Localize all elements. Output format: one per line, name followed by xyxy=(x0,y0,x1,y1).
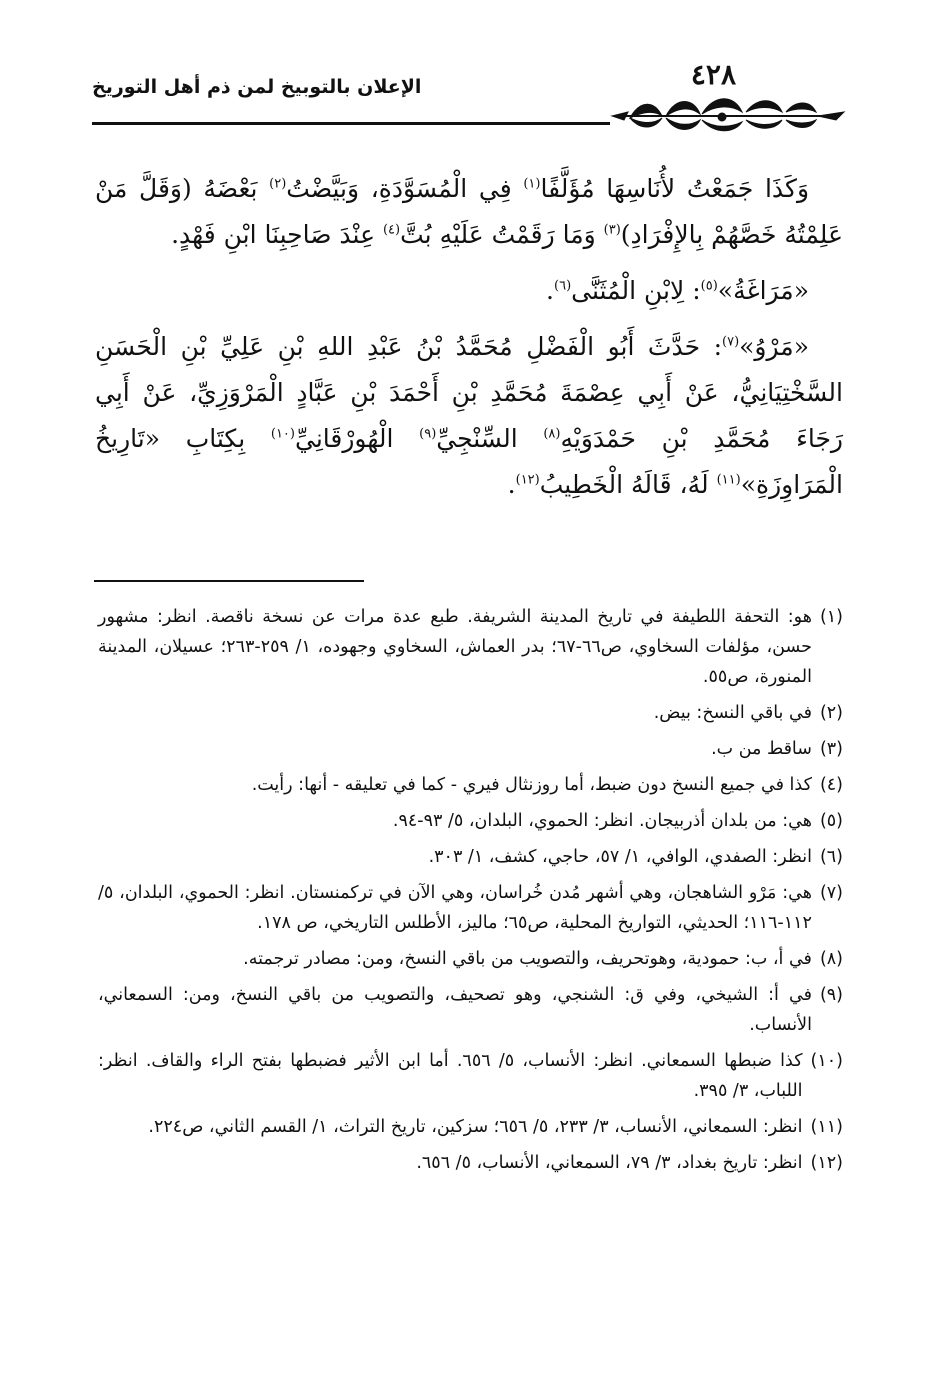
page-number: ٤٢٨ xyxy=(690,58,736,91)
footnote-number: (١٢) xyxy=(810,1153,843,1173)
footnote-number: (٦) xyxy=(819,847,843,867)
footnote-ref[interactable]: (٧) xyxy=(722,334,740,350)
text-segment: وَكَذَا جَمَعْتُ لأُنَاسِهَا مُؤَلَّفًا xyxy=(540,174,810,203)
footnote-number: (٧) xyxy=(819,883,843,903)
text-segment: بِكِتَابِ «تَارِيخُ الْمَرَاوِزَةِ» xyxy=(95,424,843,499)
footnote-ref[interactable]: (٢) xyxy=(269,176,287,192)
running-title: الإعلان بالتوبيخ لمن ذم أهل التوريخ xyxy=(92,76,422,98)
decorative-ornament-icon xyxy=(610,90,846,136)
footnote-ref[interactable]: (٤) xyxy=(382,222,401,238)
footnote-ref[interactable]: (٦) xyxy=(554,278,572,294)
footnote xyxy=(98,1112,843,1142)
footnote-number: (١٠) xyxy=(810,1051,843,1071)
footnote-text: في باقي النسخ: بيض. xyxy=(653,703,812,723)
text-segment: وَمَا رَقَمْتُ عَلَيْهِ بُتَّ xyxy=(400,220,604,249)
footnote-number: (٥) xyxy=(819,811,843,831)
text-segment: لَهُ، قَالَهُ الْخَطِيبُ xyxy=(539,470,717,499)
text-segment: عِنْدَ صَاحِبِنَا ابْنِ فَهْدٍ. xyxy=(171,220,383,249)
main-text xyxy=(95,166,843,518)
footnote-number: (٨) xyxy=(819,949,843,969)
footnote-number: (٢) xyxy=(819,703,843,723)
footnote-text: في أ: الشيخي، وفي ق: الشنجي، وهو تصحيف، والتصويب من باقي النسخ، ومن: السمعاني، الأنساب. xyxy=(98,985,812,1035)
footnote-number: (٤) xyxy=(819,775,843,795)
footnote xyxy=(98,806,843,836)
footnote-number: (٣) xyxy=(819,739,843,759)
footnote-number: (٩) xyxy=(819,985,843,1005)
footnote-ref[interactable]: (١) xyxy=(523,176,541,192)
footnote-ref[interactable]: (١٢) xyxy=(515,472,540,488)
footnote-text: هي: من بلدان أذربيجان. انظر: الحموي، البلدان، ٥/ ٩٣-٩٤. xyxy=(392,811,812,831)
footnote-ref[interactable]: (١٠) xyxy=(270,426,295,442)
footnote-text: انظر: السمعاني، الأنساب، ٣/ ٢٣٣، ٥/ ٦٥٦؛ سزكين، تاريخ التراث، ١/ القسم الثاني، ص٢٢٤. xyxy=(148,1117,803,1137)
text-segment: فِي الْمُسَوَّدَةِ، وَبَيَّضْتُ xyxy=(286,174,524,203)
footnote-text: كذا ضبطها السمعاني. انظر: الأنساب، ٥/ ٦٥٦. أما ابن الأثير فضبطها بفتح الراء والقاف. انظر: اللباب، ٣/ ٣٩٥. xyxy=(98,1051,803,1101)
footnotes xyxy=(98,602,843,1184)
footnote-text: انظر: الصفدي، الوافي، ١/ ٥٧، حاجي، كشف، ١/ ٣٠٣. xyxy=(428,847,812,867)
text-segment: الْهُورْقَانِيِّ xyxy=(295,424,420,453)
text-segment: . xyxy=(546,276,554,305)
footnote-number: (١١) xyxy=(810,1117,843,1137)
paragraph-maragha xyxy=(95,268,843,314)
footnote xyxy=(98,734,843,764)
text-segment: : حَدَّثَ أَبُو الْفَضْلِ مُحَمَّدُ بْنُ عَبْدِ اللهِ بْنِ عَلِيِّ بْنِ الْحَسَنِ السَّخْتِيَانِيُّ، عَنْ أَبِي عِصْمَةَ مُحَمَّدِ بْنِ أَحْمَدَ بْنِ عَبَّادٍ الْمَرْوَزِيِّ، عَنْ أَبِي رَجَاءَ مُحَمَّدِ بْنِ حَمْدَوَيْهِ xyxy=(95,332,843,453)
entry-heading: «مَرَاغَةُ» xyxy=(717,276,809,305)
text-segment: . xyxy=(507,470,516,499)
header-rule xyxy=(92,122,610,125)
footnote-text: كذا في جميع النسخ دون ضبط، أما روزنثال فيري - كما في تعليقه - أنها: رأيت. xyxy=(251,775,812,795)
footnote xyxy=(98,842,843,872)
footnote-ref[interactable]: (٨) xyxy=(543,426,561,442)
text-segment: السِّنْجِيِّ xyxy=(436,424,544,453)
footnote-ref[interactable]: (٥) xyxy=(700,278,718,294)
footnote-text: ساقط من ب. xyxy=(711,739,812,759)
footnote-ref[interactable]: (١١) xyxy=(716,472,741,488)
footnote xyxy=(98,1046,843,1106)
footnote-ref[interactable]: (٩) xyxy=(419,426,437,442)
footnote-ref[interactable]: (٣) xyxy=(603,222,621,238)
paragraph-compilation xyxy=(95,166,843,258)
text-segment: : لِابْنِ الْمُثَنَّى xyxy=(571,276,701,305)
footnote-number: (١) xyxy=(819,607,843,627)
entry-heading: «مَرْوُ» xyxy=(739,332,809,361)
footnote-separator xyxy=(94,580,364,582)
footnote xyxy=(98,698,843,728)
footnote-text: هي: مَرْو الشاهجان، وهي أشهر مُدن خُراسان، وهي الآن في تركمنستان. انظر: الحموي، البلدان، ٥/ ١١٢-١١٦؛ الحديثي، التواريخ المحلية، ص٦٥؛ ماليز، الأطلس التاريخي، ص ١٧٨. xyxy=(98,883,812,933)
footnote xyxy=(98,878,843,938)
footnote-text: هو: التحفة اللطيفة في تاريخ المدينة الشريفة. طبع عدة مرات عن نسخة ناقصة. انظر: مشهور حسن، مؤلفات السخاوي، ص٦٦-٦٧؛ بدر العماش، السخاوي وجهوده، ١/ ٢٥٩-٢٦٣؛ عسيلان، المدينة المنورة، ص٥٥. xyxy=(98,607,812,687)
footnote xyxy=(98,980,843,1040)
page-header xyxy=(92,50,840,140)
paragraph-marw xyxy=(95,324,843,508)
text-segment: بَعْضَهُ (وَقَلَّ مَنْ عَلِمْتُهُ خَصَّهُمْ بِالإِفْرَادِ) xyxy=(95,174,843,249)
footnote xyxy=(98,944,843,974)
footnote xyxy=(98,602,843,692)
footnote-text: في أ، ب: حمودية، وهوتحريف، والتصويب من باقي النسخ، ومن: مصادر ترجمته. xyxy=(243,949,812,969)
footnote xyxy=(98,1148,843,1178)
footnote-text: انظر: تاريخ بغداد، ٣/ ٧٩، السمعاني، الأنساب، ٥/ ٦٥٦. xyxy=(416,1153,803,1173)
footnote xyxy=(98,770,843,800)
